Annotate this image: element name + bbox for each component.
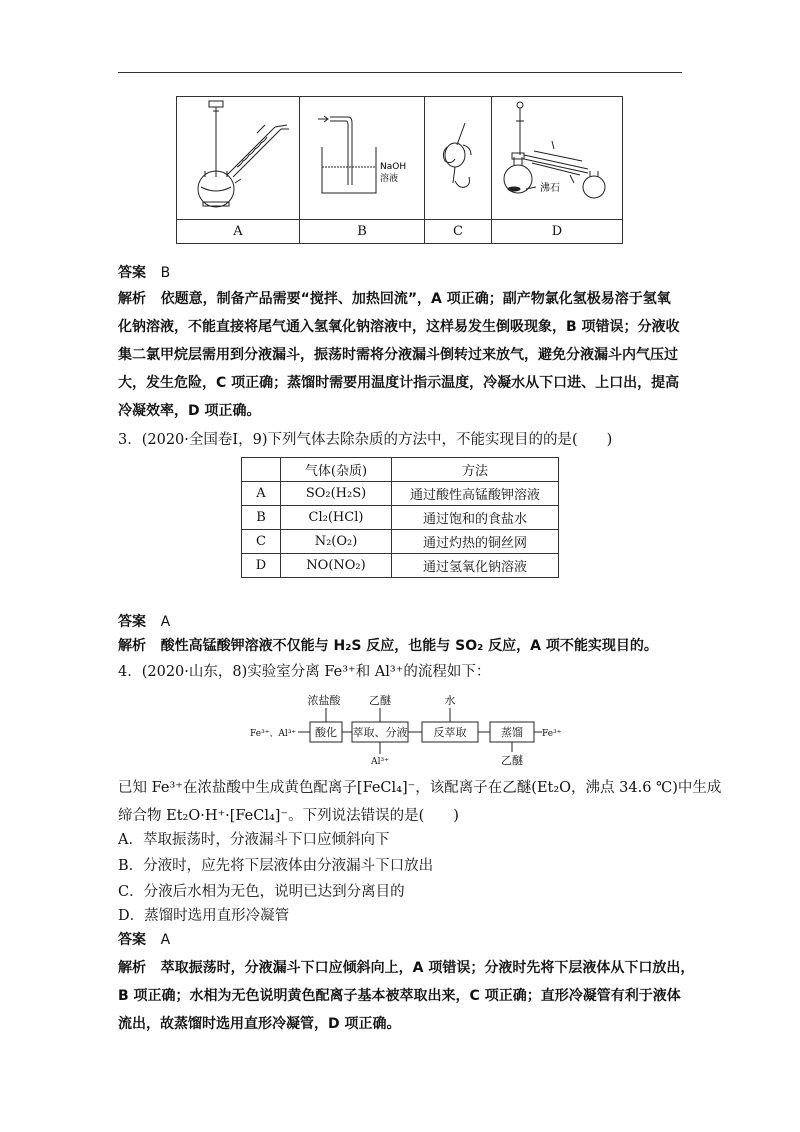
reagent-hcl: 浓盐酸 [307, 694, 341, 707]
naoh-label: NaOH [380, 162, 407, 172]
q2-answer: 答案 B [118, 265, 171, 281]
q2-analysis-line-5: 冷凝效率，D 项正确。 [118, 403, 261, 419]
table-header-cell [242, 458, 281, 482]
table-row [242, 554, 559, 578]
table-row [242, 506, 559, 530]
q4-answer: 答案 A [118, 932, 171, 948]
q4-analysis-line-3: 流出，故蒸馏时选用直形冷凝管，D 项正确。 [118, 1016, 401, 1032]
apparatus-d-figure [492, 97, 623, 220]
apparatus-label-d: D [492, 220, 623, 244]
flow-out-ether: 乙醚 [501, 754, 523, 767]
step-distill: 蒸馏 [501, 726, 523, 739]
row-gas: Cl₂(HCl) [281, 506, 392, 530]
table-header-cell: 方法 [392, 458, 559, 482]
q3-analysis: 解析 酸性高锰酸钾溶液不仅能与 H₂S 反应，也能与 SO₂ 反应，A 项不能实现目的。 [118, 638, 658, 654]
step-back-extract: 反萃取 [433, 726, 467, 739]
table-row [242, 530, 559, 554]
q2-analysis-line-4: 大，发生危险，C 项正确；蒸馏时需要用温度计指示温度，冷凝水从下口进、上口出，提高 [118, 375, 680, 391]
row-method: 通过酸性高锰酸钾溶液 [392, 482, 559, 506]
table-row [242, 482, 559, 506]
row-key: D [242, 554, 281, 578]
row-method: 通过灼热的铜丝网 [392, 530, 559, 554]
flow-end: Fe³⁺ [542, 729, 562, 739]
q4-text-2: 缔合物 Et₂O·H⁺·[FeCl₄]⁻。下列说法错误的是( ) [118, 808, 459, 824]
q2-analysis-line-3: 集二氯甲烷层需用到分液漏斗，振荡时需将分液漏斗倒转过来放气，避免分液漏斗内气压过 [118, 347, 678, 363]
q2-analysis-line-1: 解析 依题意，制备产品需要“搅拌、加热回流”，A 项正确；副产物氯化氢极易溶于氢氧 [118, 291, 671, 307]
row-key: A [242, 482, 281, 506]
q4-option-c: C．分液后水相为无色，说明已达到分离目的 [118, 884, 405, 900]
apparatus-a-figure [177, 97, 300, 220]
q4-option-d: D．蒸馏时选用直形冷凝管 [118, 908, 290, 924]
q4-analysis-line-2: B 项正确；水相为无色说明黄色配离子基本被萃取出来，C 项正确；直形冷凝管有利于液体 [118, 988, 681, 1004]
table-header-cell: 气体(杂质) [281, 458, 392, 482]
q4-text-1: 已知 Fe³⁺在浓盐酸中生成黄色配离子[FeCl₄]⁻，该配离子在乙醚(Et₂O，沸点 34.6 ℃)中生成 [118, 780, 722, 796]
apparatus-label-a: A [177, 220, 300, 244]
q2-analysis-line-2: 化钠溶液，不能直接将尾气通入氢氧化钠溶液中，这样易发生倒吸现象，B 项错误；分液收 [118, 319, 680, 335]
q3-answer: 答案 A [118, 614, 171, 630]
flow-out-al: Al³⁺ [371, 757, 389, 767]
q4-option-a: A．萃取振荡时，分液漏斗下口应倾斜向下 [118, 832, 390, 848]
row-method: 通过饱和的食盐水 [392, 506, 559, 530]
separation-flowchart [250, 690, 562, 768]
q4-analysis-line-1: 解析 萃取振荡时，分液漏斗下口应倾斜向上，A 项错误；分液时先将下层液体从下口放出， [118, 960, 695, 976]
reagent-water: 水 [444, 694, 456, 707]
apparatus-label-b: B [300, 220, 425, 244]
q4-option-b: B．分液时，应先将下层液体由分液漏斗下口放出 [118, 858, 434, 874]
flow-start: Fe³⁺、Al³⁺ [250, 729, 297, 739]
solution-label: 溶液 [380, 174, 399, 184]
row-gas: SO₂(H₂S) [281, 482, 392, 506]
row-key: C [242, 530, 281, 554]
header-rule [118, 72, 682, 73]
apparatus-label-c: C [425, 220, 492, 244]
row-gas: N₂(O₂) [281, 530, 392, 554]
apparatus-c-figure [425, 97, 492, 220]
step-acidify: 酸化 [315, 726, 337, 739]
q3-stem: 3．(2020·全国卷Ⅰ，9)下列气体去除杂质的方法中，不能实现目的的是( ) [118, 432, 613, 448]
apparatus-b-figure [300, 97, 425, 220]
q4-stem: 4．(2020·山东，8)实验室分离 Fe³⁺和 Al³⁺的流程如下： [118, 664, 491, 680]
apparatus-table [176, 96, 623, 244]
row-method: 通过氢氧化钠溶液 [392, 554, 559, 578]
reagent-ether: 乙醚 [369, 694, 391, 707]
row-gas: NO(NO₂) [281, 554, 392, 578]
gas-impurity-table [241, 457, 559, 578]
step-extract: 萃取、分液 [352, 726, 408, 739]
boiling-stone-label: 沸石 [540, 183, 560, 194]
row-key: B [242, 506, 281, 530]
